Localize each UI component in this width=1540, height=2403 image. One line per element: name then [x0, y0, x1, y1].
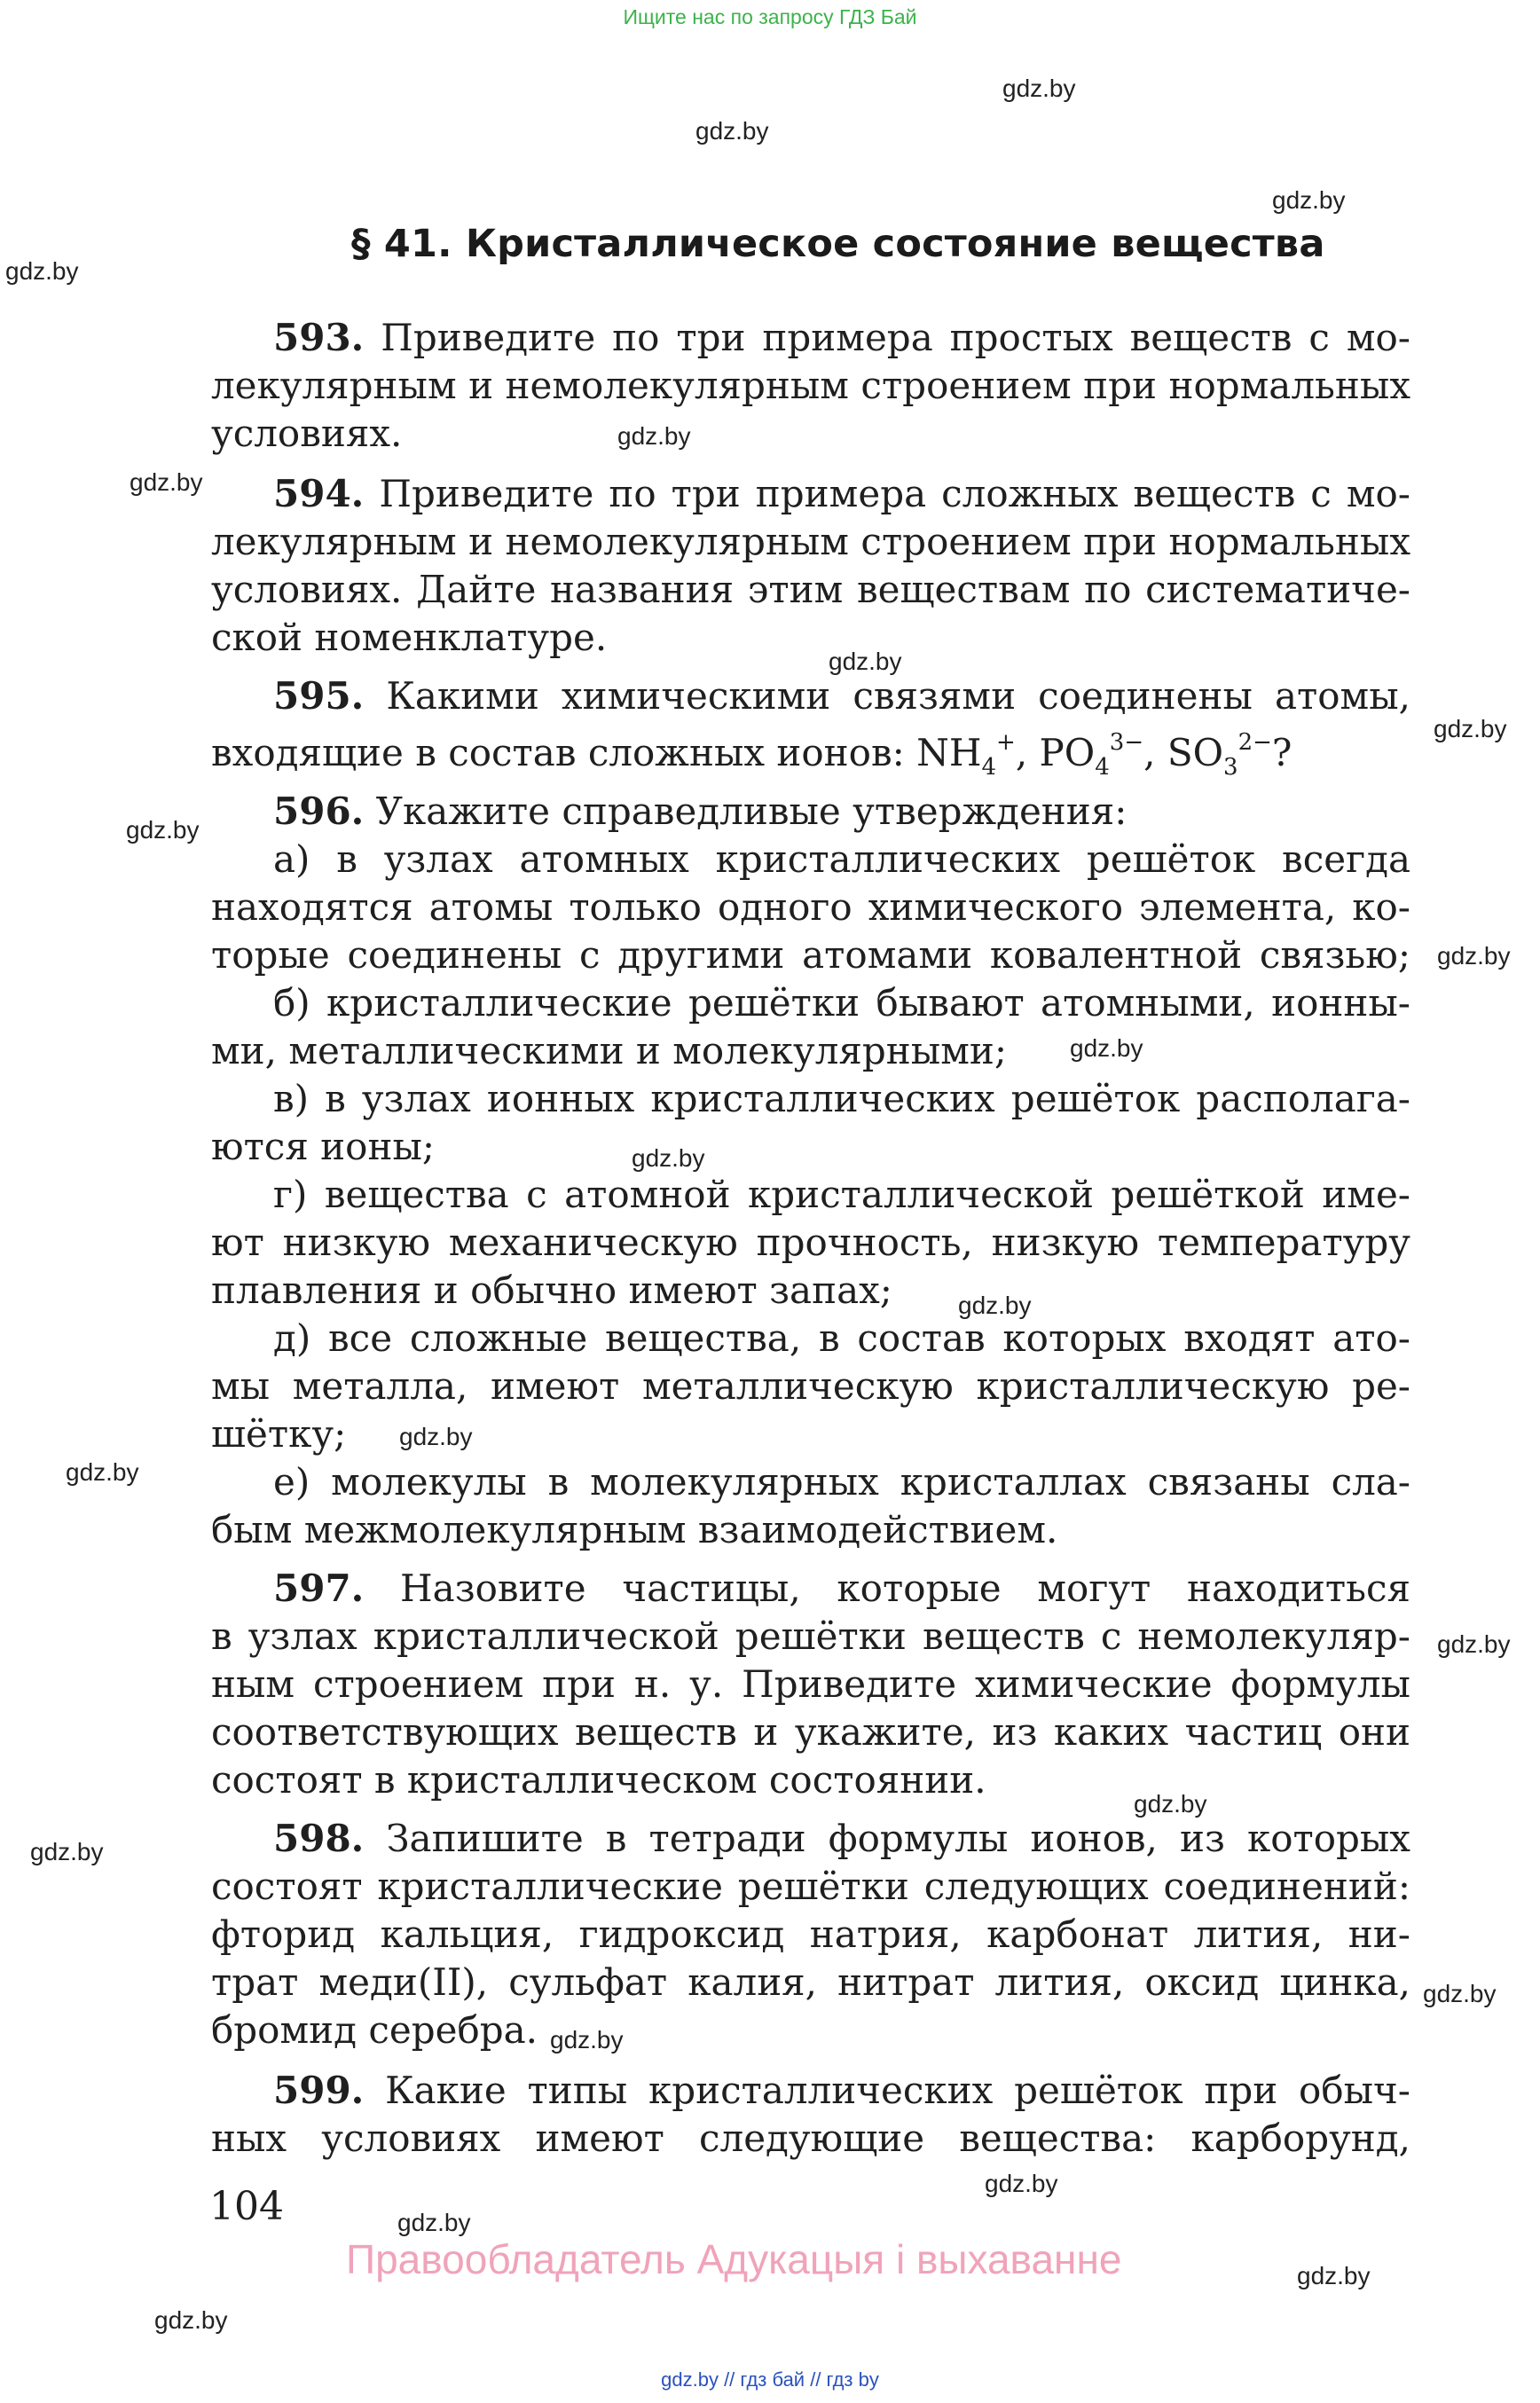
page-number: 104 [209, 2184, 284, 2229]
task-text: ? [1271, 731, 1292, 774]
watermark: gdz.by [1002, 75, 1076, 102]
watermark: gdz.by [829, 648, 902, 675]
watermark: gdz.by [632, 1144, 705, 1172]
task-line: условиях. [211, 412, 403, 455]
task-text: Назовите частицы, которые могут находиться [400, 1567, 1410, 1610]
task-number: 596. [273, 789, 365, 833]
task-line: состоят кристаллические решётки следующих соединений: [211, 1865, 1410, 1908]
watermark: gdz.by [126, 816, 200, 844]
task-line: ской номенклатуре. [211, 616, 608, 659]
task-text: , SO [1143, 731, 1224, 774]
watermark: gdz.by [985, 2170, 1058, 2197]
superscript: 2− [1238, 729, 1272, 756]
statement-line: ют низкую механическую прочность, низкую температуру [211, 1221, 1410, 1264]
statement-line: торые соединены с другими атомами ковалентной связью; [211, 933, 1410, 977]
statement-line: е) молекулы в молекулярных кристаллах связаны сла- [273, 1460, 1410, 1504]
task-number: 593. [273, 316, 365, 359]
task-text: Приведите по три примера простых веществ с мо- [381, 316, 1410, 359]
task-number: 595. [273, 674, 365, 718]
top-banner[interactable]: Ищите нас по запросу ГДЗ Бай [623, 5, 917, 28]
statement-line: плавления и обычно имеют запах; [211, 1268, 892, 1312]
watermark: gdz.by [5, 257, 79, 285]
watermark: gdz.by [695, 117, 769, 145]
task-text: Укажите справедливые утверждения: [375, 789, 1128, 833]
task-line: лекулярным и немолекулярным строением при нормальных [211, 364, 1410, 407]
statement-line: ются ионы; [211, 1125, 436, 1168]
task-line: ных условиях имеют следующие вещества: карборунд, [211, 2116, 1410, 2160]
watermark: gdz.by [1272, 186, 1346, 214]
task-text: входящие в состав сложных ионов: NH [211, 731, 982, 774]
copyright-holder: Правообладатель Адукацыя і выхаванне [346, 2236, 1122, 2282]
watermark: gdz.by [550, 2026, 624, 2054]
task-line: ным строением при н. у. Приведите химические формулы [211, 1662, 1410, 1706]
watermark: gdz.by [1437, 1630, 1511, 1658]
statement-line: б) кристаллические решётки бывают атомными, ионны- [273, 981, 1410, 1025]
subscript: 3 [1223, 754, 1238, 781]
task-line: трат меди(II), сульфат калия, нитрат лития, оксид цинка, [211, 1960, 1410, 2004]
task-line [211, 672, 1410, 720]
watermark: gdz.by [399, 1423, 473, 1450]
watermark: gdz.by [30, 1838, 104, 1865]
watermark: gdz.by [66, 1458, 139, 1486]
task-line: в узлах кристаллической решётки веществ с немолекуляр- [211, 1614, 1410, 1658]
watermark: gdz.by [958, 1292, 1032, 1319]
watermark: gdz.by [397, 2209, 471, 2236]
task-line: бромид серебра. [211, 2008, 538, 2052]
statement-line: ми, металлическими и молекулярными; [211, 1029, 1008, 1072]
section-title: § 41. Кристаллическое состояние вещества [351, 222, 1325, 266]
task-text: Какие типы кристаллических решёток при обыч- [385, 2069, 1410, 2112]
statement-line: в) в узлах ионных кристаллических решёток располага- [273, 1077, 1410, 1120]
task-line: лекулярным и немолекулярным строением при нормальных [211, 520, 1410, 563]
watermark: gdz.by [1434, 715, 1507, 742]
watermark: gdz.by [1437, 942, 1511, 970]
task-text: Запишите в тетради формулы ионов, из которых [386, 1817, 1410, 1860]
statement-line: мы металла, имеют металлическую кристаллическую ре- [211, 1364, 1410, 1408]
task-line [211, 470, 1410, 518]
statement-line: а) в узлах атомных кристаллических решёток всегда [273, 837, 1410, 881]
watermark: gdz.by [1070, 1034, 1143, 1062]
footer-links[interactable]: gdz.by // гдз бай // гдз by [661, 2368, 879, 2391]
task-text: , PO [1015, 731, 1096, 774]
task-line [211, 1565, 1410, 1613]
statement-line: шётку; [211, 1412, 347, 1456]
task-line [211, 1815, 1410, 1863]
subscript: 4 [981, 754, 997, 781]
statement-line: находятся атомы только одного химического элемента, ко- [211, 885, 1410, 929]
task-number: 598. [273, 1817, 365, 1860]
task-line: фторид кальция, гидроксид натрия, карбонат лития, ни- [211, 1912, 1410, 1956]
task-number: 597. [273, 1567, 365, 1610]
watermark: gdz.by [130, 468, 203, 496]
task-number: 594. [273, 472, 365, 515]
superscript: + [996, 729, 1016, 756]
task-line: соответствующих веществ и укажите, из каких частиц они [211, 1710, 1410, 1754]
superscript: 3− [1109, 729, 1144, 756]
watermark: gdz.by [617, 422, 691, 450]
task-line: состоят в кристаллическом состоянии. [211, 1758, 986, 1802]
watermark: gdz.by [1134, 1790, 1207, 1818]
watermark: gdz.by [1423, 1980, 1497, 2007]
task-text: Приведите по три примера сложных веществ с мо- [379, 472, 1410, 515]
statement-line: бым межмолекулярным взаимодействием. [211, 1508, 1058, 1551]
ion-formula-line [211, 729, 1292, 781]
watermark: gdz.by [154, 2306, 228, 2334]
task-line [273, 788, 1127, 836]
statement-line: д) все сложные вещества, в состав которых входят ато- [273, 1316, 1410, 1360]
task-line [211, 314, 1410, 362]
task-line [211, 2067, 1410, 2115]
watermark: gdz.by [1297, 2262, 1371, 2289]
task-line: условиях. Дайте названия этим веществам по систематиче- [211, 568, 1410, 611]
task-number: 599. [273, 2069, 365, 2112]
statement-line: г) вещества с атомной кристаллической решёткой име- [273, 1173, 1410, 1216]
task-text: Какими химическими связями соединены атомы, [386, 674, 1410, 718]
subscript: 4 [1095, 754, 1110, 781]
